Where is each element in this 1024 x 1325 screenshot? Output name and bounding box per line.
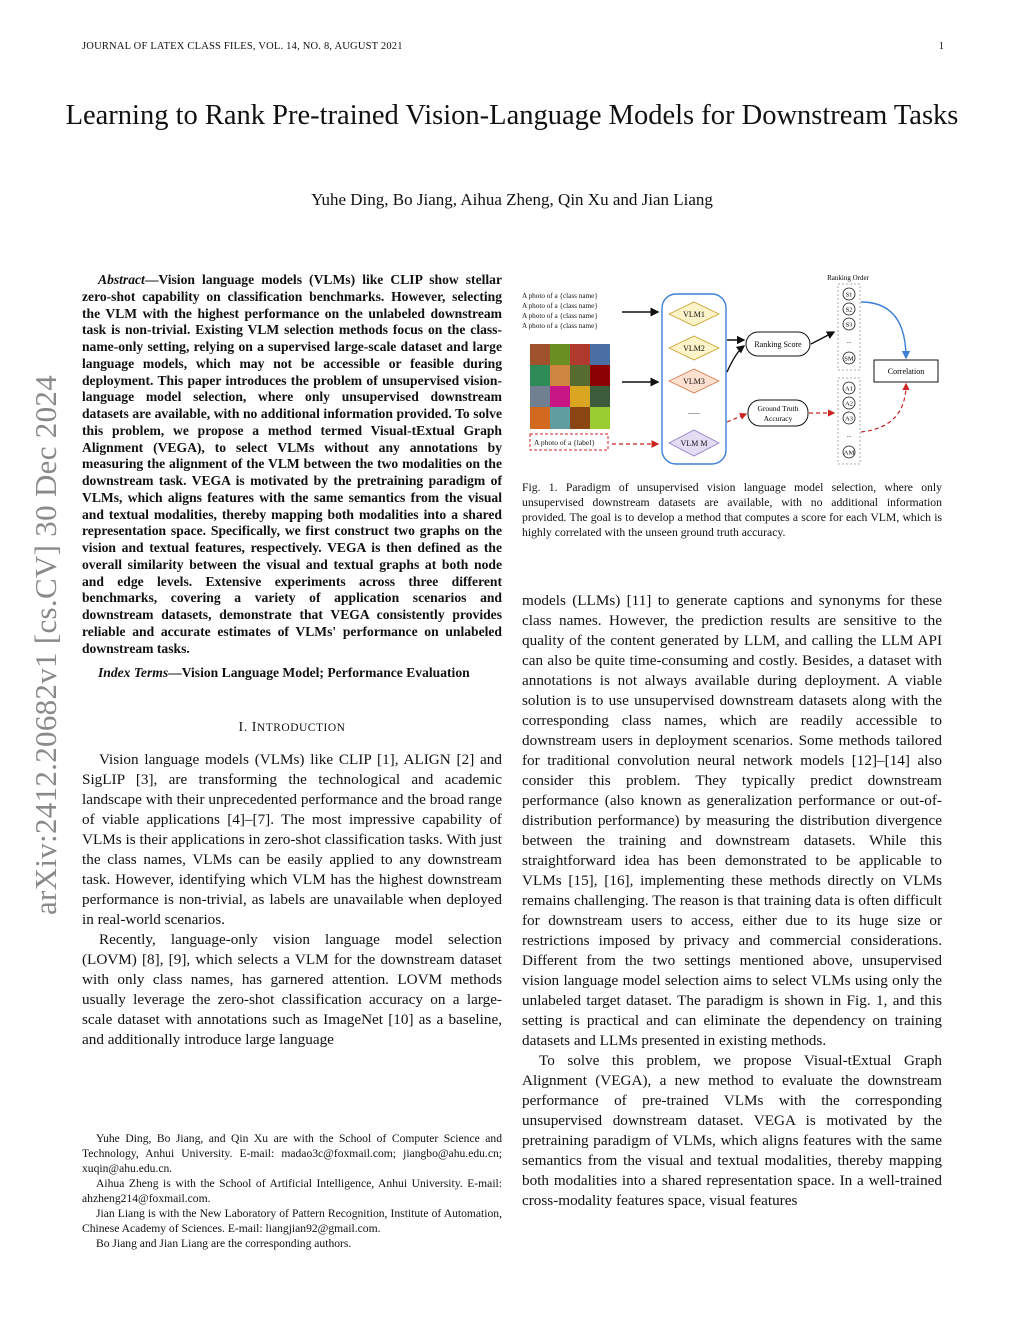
correlation-label: Correlation <box>887 367 925 376</box>
rank-s-ellipsis: ... <box>846 338 852 345</box>
ranking-order-label: Ranking Order <box>827 274 869 282</box>
vlm-3: VLM3 <box>683 377 705 386</box>
footnote-affiliation-3: Jian Liang is with the New Laboratory of Pattern Recognition, Institute of Automation, Chinese Academy of Sciences. E-mail: liangjian92@gmail.com. <box>82 1207 502 1235</box>
intro-paragraph-1: Vision language models (VLMs) like CLIP [1], ALIGN [2] and SigLIP [3], are transforming the technological and academic landscape with their unprecedented performance and the broad range of viable applications [4]–[7]. The most impressive capability of VLMs is their applications in zero-shot classification tasks. With just the class names, VLMs can be easily applied to any downstream task. However, identifying which VLM has the highest downstream performance is non-trivial, as labels are unavailable when deployed in real-world scenarios. <box>82 751 502 928</box>
rank-a-2: A2 <box>845 400 853 408</box>
footnotes <box>82 1131 502 1251</box>
ranking-score: Ranking Score <box>754 340 802 349</box>
rank-a-1: A1 <box>845 385 853 393</box>
prompt-line-3: A photo of a {class name} <box>522 312 598 320</box>
image-grid <box>530 344 610 429</box>
prompt-line-2: A photo of a {class name} <box>522 302 598 310</box>
running-head: JOURNAL OF LATEX CLASS FILES, VOL. 14, NO. 8, AUGUST 2021 <box>82 41 403 52</box>
figure-1 <box>522 272 942 472</box>
vlm-m: VLM M <box>680 439 708 448</box>
vlm-1: VLM1 <box>683 310 705 319</box>
vlm-ellipsis: ...... <box>688 407 700 416</box>
ground-truth-line1: Ground Truth <box>757 404 799 413</box>
rank-a-ellipsis: ... <box>846 432 852 439</box>
section-title-rest: NTRODUCTION <box>256 722 346 734</box>
left-column <box>82 272 502 1050</box>
vlm-2: VLM2 <box>683 344 705 353</box>
label-prompt: A photo of a {label} <box>534 438 595 447</box>
figure-1-caption: Fig. 1. Paradigm of unsupervised vision language model selection, where only unsupervised downstream datasets are available, with no additional information provided. The goal is to develop a method that computes a score for each VLM, which is highly correlated with the unseen ground truth accuracy. <box>522 481 942 539</box>
abstract-text: —Vision language models (VLMs) like CLIP show stellar zero-shot capability on classification benchmarks. However, selecting the VLM with the highest performance on the unlabeled downstream task is non-trivial. Existing VLM selection methods focus on the class-name-only setting, relying on a supervised large-scale dataset and large language models, which may not be accessible or feasible during deployment. This paper introduces the problem of unsupervised vision-language model selection, where only unsupervised downstream datasets are available, with no additional information provided. To solve this problem, we propose a method termed Visual-tExtual Graph Alignment (VEGA), to select VLMs without any annotations by measuring the alignment of the VLM between the two modalities on the downstream task. VEGA is motivated by the pretraining paradigm of VLMs, which aligns features with the same semantics from the visual and textual modalities, thereby mapping both modalities into a shared representation space. Specifically, we first construct two graphs on the vision and textual features, respectively. VEGA is then defined as the overall similarity between the visual and textual graphs at both node and edge levels. Extensive experiments across three different benchmarks, covering a variety of application scenarios and downstream datasets, demonstrate that VEGA consistently provides reliable and accurate estimates of VLMs' performance on unlabeled downstream tasks. <box>82 272 502 656</box>
paper-title: Learning to Rank Pre-trained Vision-Language Models for Downstream Tasks <box>65 100 959 131</box>
page-number: 1 <box>938 41 944 52</box>
arxiv-id: arXiv:2412.20682v1 [cs.CV] 30 Dec 2024 <box>28 374 63 916</box>
prompt-line-1: A photo of a {class name} <box>522 292 598 300</box>
prompt-line-4: A photo of a {class name} <box>522 322 598 330</box>
right-paragraph-1: models (LLMs) [11] to generate captions and synonyms for these class names. However, the prediction results are sensitive to the quality of the content generated by LLM, and calling the LLM API can also be quite time-consuming and costly. Besides, a dataset with annotations is not always available during deployment. A viable solution is to use unsupervised downstream datasets along with the corresponding class names, which are readily accessible to downstream users in deployment scenarios. Some methods tailored for traditional convolution neural network models [12]–[14] also consider this problem. They typically predict downstream performance (also known as generalization performance or out-of-distribution performance) by measuring the distribution divergence between the training and downstream datasets. While this straightforward idea has been demonstrated to be applicable to VLMs [15], [16], implementing these methods directly on VLMs remains challenging. The reason is that training data is often difficult for downstream users to access, either due to its huge size or restrictions imposed by privacy and commercial considerations. Different from the two settings mentioned above, unsupervised vision language model selection aims to select VLMs using only the unlabeled target dataset. The paradigm is shown in Fig. 1, and this setting is practical and can eliminate the dependency on training datasets and LLMs presented in existing methods. <box>522 592 942 1049</box>
section-heading-introduction <box>82 720 502 736</box>
section-number: I. <box>238 720 248 735</box>
right-column <box>522 591 942 1211</box>
rank-s-3: S3 <box>845 321 853 329</box>
figure-1-diagram <box>522 272 942 472</box>
rank-a-3: A3 <box>845 415 853 423</box>
section-title-first: I <box>251 720 257 735</box>
right-paragraph-2: To solve this problem, we propose Visual-tExtual Graph Alignment (VEGA), a new method to evaluate the downstream performance of pre-trained VLMs with the corresponding unsupervised downstream dataset. VEGA is motivated by the pretraining paradigm of VLMs, which aligns features with the same semantics from the visual and textual modalities, thereby mapping both modalities into a shared representation space. In a well-trained cross-modality features space, visual features <box>522 1052 942 1209</box>
rank-a-m: AM <box>843 449 855 457</box>
abstract <box>82 272 502 657</box>
rank-s-2: S2 <box>845 306 853 314</box>
footnote-affiliation-2: Aihua Zheng is with the School of Artificial Intelligence, Anhui University. E-mail: ahzheng214@foxmail.com. <box>82 1177 502 1205</box>
footnote-affiliation-1: Yuhe Ding, Bo Jiang, and Qin Xu are with the School of Computer Science and Technology, Anhui University. E-mail: madao3c@foxmail.com; jiangbo@ahu.edu.cn; xuqin@ahu.edu.cn. <box>82 1132 502 1175</box>
rank-s-m: SM <box>844 355 854 363</box>
intro-paragraph-2: Recently, language-only vision language model selection (LOVM) [8], [9], which selects a VLM for the downstream dataset with only class names, has garnered attention. LOVM methods usually leverage the zero-shot classification accuracy on a large-scale dataset with annotations such as ImageNet [10] as a baseline, and additionally introduce large language <box>82 931 502 1048</box>
abstract-label: Abstract <box>98 272 145 287</box>
rank-s-1: S1 <box>845 291 853 299</box>
index-terms-label: Index Terms <box>98 665 169 681</box>
footnote-corresponding: Bo Jiang and Jian Liang are the corresponding authors. <box>96 1237 352 1250</box>
ground-truth-line2: Accuracy <box>763 414 793 423</box>
author-list: Yuhe Ding, Bo Jiang, Aihua Zheng, Qin Xu and Jian Liang <box>311 190 713 209</box>
arxiv-sidebar <box>28 350 64 940</box>
index-terms <box>82 665 502 682</box>
index-terms-text: —Vision Language Model; Performance Evaluation <box>168 665 470 681</box>
